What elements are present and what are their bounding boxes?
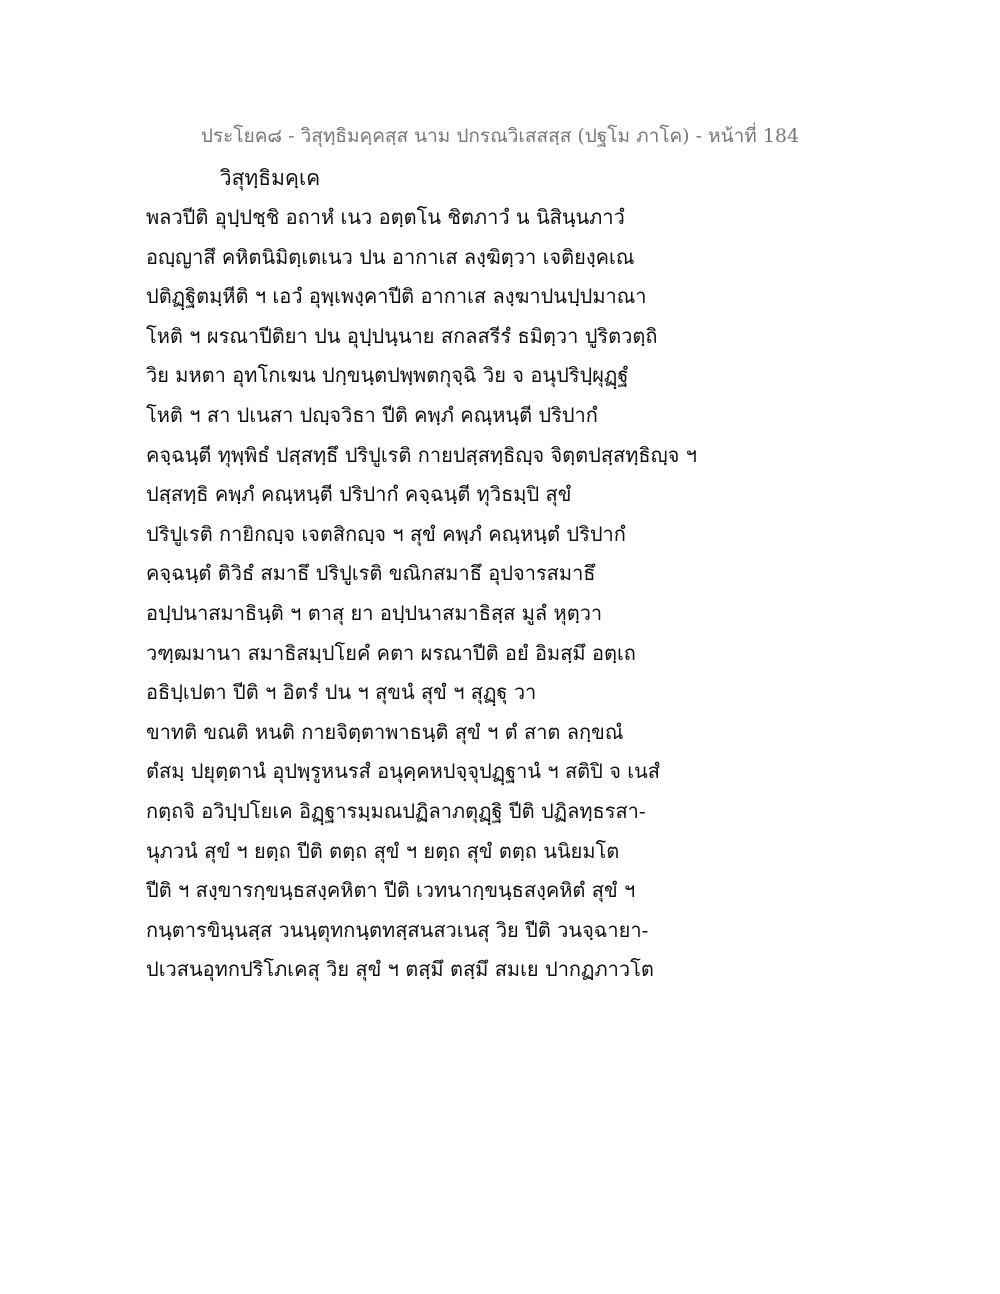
text-line: ขาทติ ขณติ หนติ กายจิตฺตาพาธนฺติ สุขํ ฯ ตํ สาต ลกฺขณํ bbox=[146, 719, 624, 744]
text-line: กตฺถจิ อวิปฺปโยเค อิฏฺฐารมฺมณปฏิลาภตุฏฺฐิ ปีติ ปฏิลทฺธรสา- bbox=[146, 798, 646, 823]
text-line: ปเวสนอุทกปริโภเคสุ วิย สุขํ ฯ ตสฺมึ ตสฺมึ สมเย ปากฏภาวโต bbox=[146, 957, 654, 982]
text-line: อธิปฺเปตา ปีติ ฯ อิตรํ ปน ฯ สุขนํ สุขํ ฯ สุฏฺฐุ วา bbox=[146, 680, 537, 705]
body-text bbox=[146, 198, 786, 990]
text-line: โหติ ฯ สา ปเนสา ปญฺจวิธา ปีติ คพฺภํ คณฺหนฺตี ปริปากํ bbox=[146, 402, 598, 427]
text-line: วิย มหตา อุทโกเฆน ปกฺขนฺตปพฺพตกุจฺฉิ วิย จ อนุปริปฺผุฏฺฐํ bbox=[146, 363, 629, 388]
text-line: วฑฺฒมานา สมาธิสมฺปโยคํ คตา ผรณาปีติ อยํ อิมสฺมึ อตฺเถ bbox=[146, 640, 636, 665]
text-line: อญฺญาสึ คหิตนิมิตฺเตเนว ปน อากาเส ลงฺฆิตฺวา เจติยงฺคเณ bbox=[146, 244, 635, 269]
text-line: ปติฏฺฐิตมฺหีติ ฯ เอวํ อุพฺเพงฺคาปีติ อากาเส ลงฺฆาปนปฺปมาณา bbox=[146, 284, 647, 309]
text-line: ปสฺสทฺธิ คพฺภํ คณฺหนฺตี ปริปากํ คจฺฉนฺตี ทุวิธมฺปิ สุขํ bbox=[146, 482, 572, 507]
running-header: ประโยค๘ - วิสุทฺธิมคฺคสฺส นาม ปกรณวิเสสสฺส (ปฐโม ภาโค) - หน้าที่ 184 bbox=[200, 125, 800, 147]
text-line: ปริปูเรติ กายิกญฺจ เจตสิกญฺจ ฯ สุขํ คพฺภํ คณฺหนฺตํ ปริปากํ bbox=[146, 521, 626, 546]
text-line: พลวปีติ อุปฺปชฺชิ อถาหํ เนว อตฺตโน ชิตภาวํ น นิสินฺนภาวํ bbox=[146, 205, 625, 229]
text-line: นุภวนํ สุขํ ฯ ยตฺถ ปีติ ตตฺถ สุขํ ฯ ยตฺถ สุขํ ตตฺถ นนิยมโต bbox=[146, 838, 620, 863]
text-line: คจฺฉนฺตี ทุพฺพิธํ ปสฺสทฺธึ ปริปูเรติ กายปสฺสทฺธิญฺจ จิตฺตปสฺสทฺธิญฺจ ฯ bbox=[146, 442, 697, 467]
section-title: วิสุทฺธิมคฺเค bbox=[219, 166, 321, 190]
text-line: กนฺตารขินฺนสฺส วนนฺตุทกนฺตทสฺสนสวเนสุ วิย ปีติ วนจฺฉายา- bbox=[146, 917, 649, 942]
text-line: โหติ ฯ ผรณาปีติยา ปน อุปฺปนฺนาย สกลสรีรํ ธมิตฺวา ปูริตวตฺถิ bbox=[146, 323, 658, 348]
text-line: ตํสมฺ ปยุตฺตานํ อุปพฺรูหนรสํ อนุคฺคหปจฺจุปฏฺฐานํ ฯ สติปิ จ เนสํ bbox=[146, 759, 660, 784]
text-line: คจฺฉนฺตํ ติวิธํ สมาธึ ปริปูเรติ ขณิกสมาธึ อุปจารสมาธึ bbox=[146, 561, 596, 586]
text-line: ปีติ ฯ สงฺขารกฺขนฺธสงฺคหิตา ปีติ เวทนากฺขนฺธสงฺคหิตํ สุขํ ฯ bbox=[146, 878, 636, 903]
text-line: อปฺปนาสมาธินฺติ ฯ ตาสุ ยา อปฺปนาสมาธิสฺส มูลํ หุตฺวา bbox=[146, 600, 603, 625]
